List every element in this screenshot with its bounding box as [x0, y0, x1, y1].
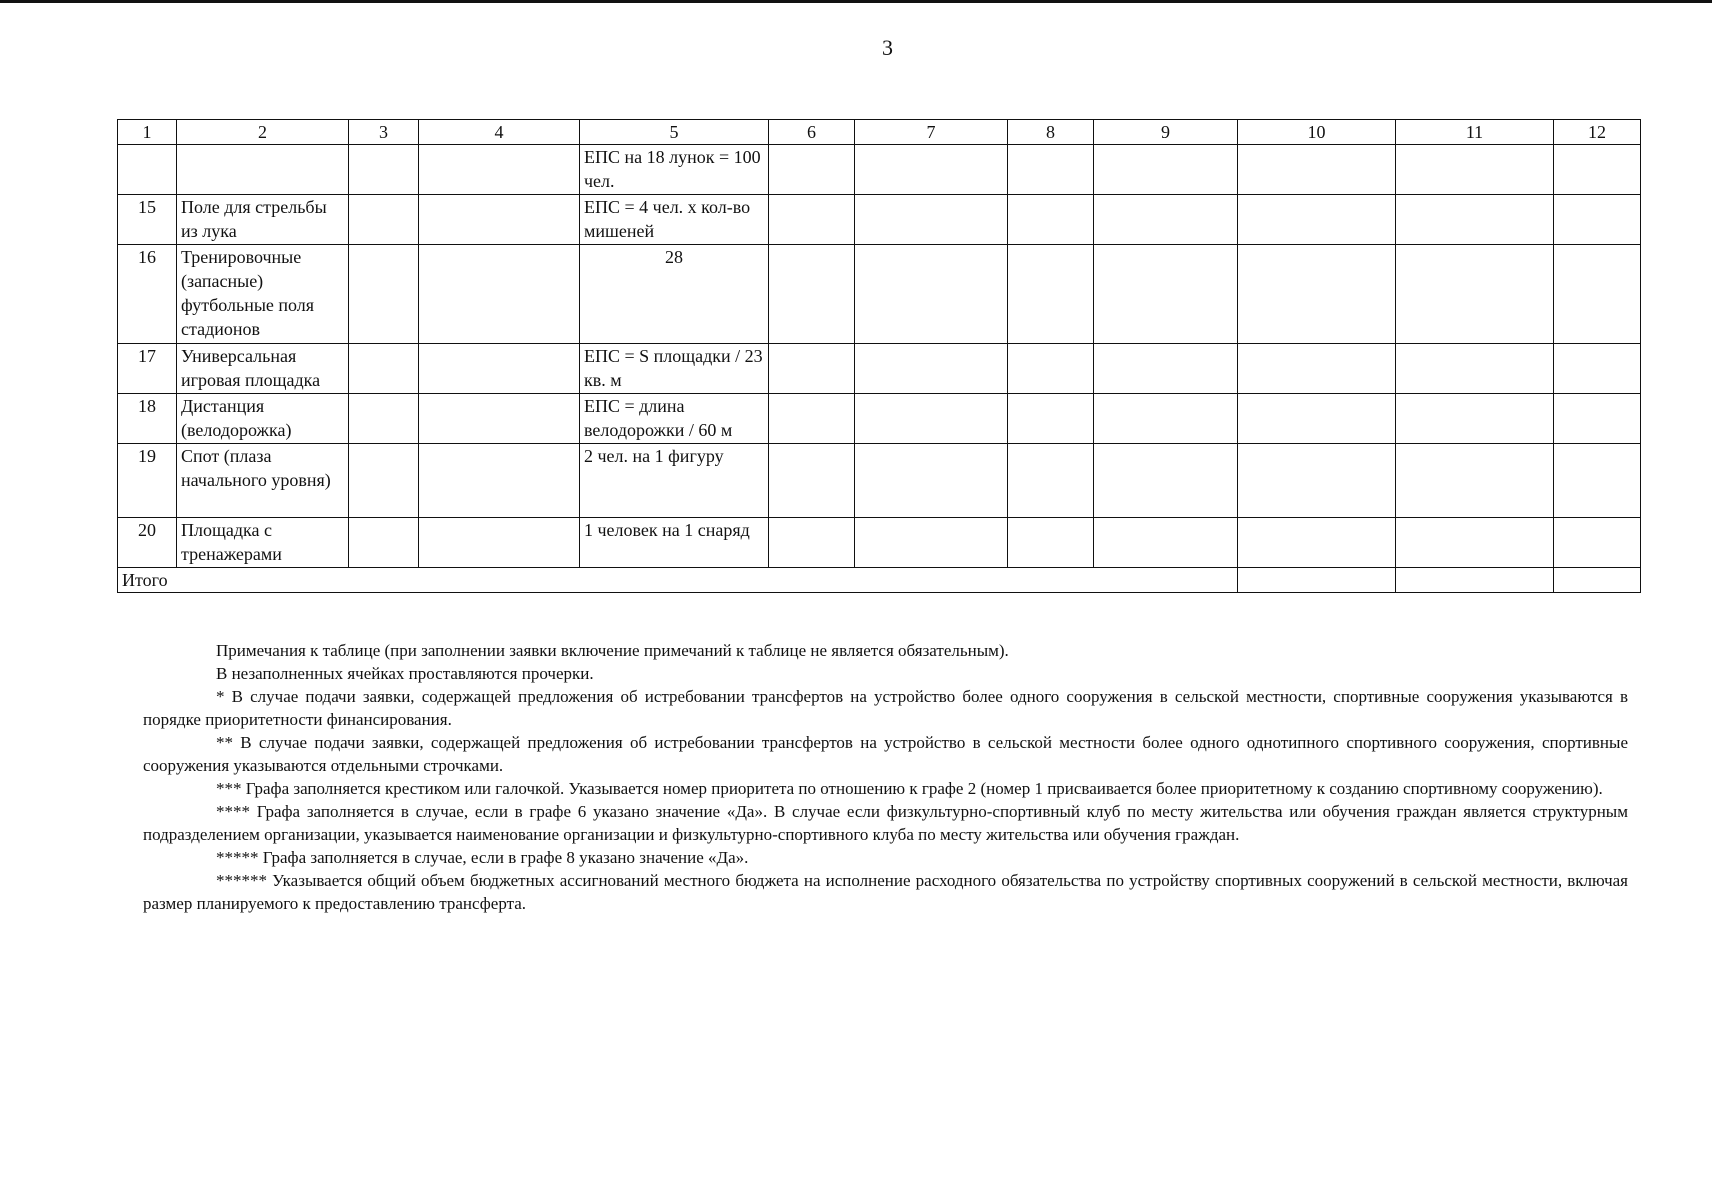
empty-cell — [419, 245, 580, 344]
empty-cell — [349, 518, 419, 568]
page-number: 3 — [882, 35, 893, 60]
row-number-cell — [118, 145, 177, 195]
empty-cell — [1396, 394, 1554, 444]
empty-cell — [1094, 444, 1238, 518]
capacity-formula-cell: ЕПС = 4 чел. х кол-во мишеней — [580, 195, 769, 245]
column-header: 2 — [177, 120, 349, 145]
empty-cell — [1396, 195, 1554, 245]
row-number-cell: 20 — [118, 518, 177, 568]
column-header: 7 — [855, 120, 1008, 145]
column-header: 10 — [1238, 120, 1396, 145]
scan-top-border — [0, 0, 1712, 3]
table-row — [118, 394, 1641, 444]
total-label-cell: Итого — [118, 568, 1238, 593]
note-paragraph: ** В случае подачи заявки, содержащей предложения об истребовании трансфертов на устройство в сельской местности более одного однотипного спортивного сооружения, спортивные сооружения указываются отдельными строчками. — [143, 733, 1628, 775]
table-row — [118, 195, 1641, 245]
empty-cell — [1008, 195, 1094, 245]
empty-cell — [769, 518, 855, 568]
facility-name-cell — [177, 145, 349, 195]
empty-cell — [855, 245, 1008, 344]
column-header: 4 — [419, 120, 580, 145]
note-paragraph: *** Графа заполняется крестиком или галочкой. Указывается номер приоритета по отношению к графе 2 (номер 1 присваивается более приоритетному к созданию спортивному сооружению). — [216, 779, 1603, 798]
row-number-cell: 15 — [118, 195, 177, 245]
table-row — [118, 518, 1641, 568]
row-number-cell: 18 — [118, 394, 177, 444]
empty-cell — [1396, 444, 1554, 518]
empty-cell — [1554, 245, 1641, 344]
empty-cell — [1094, 245, 1238, 344]
empty-cell — [1238, 195, 1396, 245]
empty-cell — [1008, 245, 1094, 344]
empty-cell — [419, 344, 580, 394]
empty-cell — [1554, 518, 1641, 568]
table-row — [118, 444, 1641, 518]
column-header: 5 — [580, 120, 769, 145]
empty-cell — [419, 394, 580, 444]
empty-cell — [769, 444, 855, 518]
empty-cell — [1094, 145, 1238, 195]
note-paragraph: **** Графа заполняется в случае, если в графе 6 указано значение «Да». В случае если физкультурно-спортивный клуб по месту жительства или обучения граждан является структурным подразделением организации, указывается наименование организации и физкультурно-спортивного клуба по месту жительства или обучения граждан. — [143, 802, 1628, 844]
empty-cell — [1238, 568, 1396, 593]
empty-cell — [769, 245, 855, 344]
column-header: 12 — [1554, 120, 1641, 145]
empty-cell — [855, 394, 1008, 444]
empty-cell — [1554, 145, 1641, 195]
empty-cell — [1238, 518, 1396, 568]
empty-cell — [349, 344, 419, 394]
empty-cell — [1238, 444, 1396, 518]
empty-cell — [1238, 344, 1396, 394]
empty-cell — [1238, 245, 1396, 344]
empty-cell — [419, 195, 580, 245]
facility-name-cell: Тренировочные (запасные) футбольные поля стадионов — [177, 245, 349, 344]
empty-cell — [1396, 145, 1554, 195]
empty-cell — [349, 195, 419, 245]
row-number-cell: 17 — [118, 344, 177, 394]
row-number-cell: 19 — [118, 444, 177, 518]
empty-cell — [1554, 195, 1641, 245]
empty-cell — [1238, 145, 1396, 195]
table-header-row — [118, 120, 1641, 145]
empty-cell — [1396, 245, 1554, 344]
sports-facilities-table — [117, 119, 1641, 593]
empty-cell — [1554, 568, 1641, 593]
note-paragraph: ***** Графа заполняется в случае, если в графе 8 указано значение «Да». — [216, 848, 749, 867]
empty-cell — [1396, 344, 1554, 394]
column-header: 3 — [349, 120, 419, 145]
empty-cell — [1238, 394, 1396, 444]
capacity-formula-cell: 1 человек на 1 снаряд — [580, 518, 769, 568]
empty-cell — [349, 394, 419, 444]
empty-cell — [419, 145, 580, 195]
capacity-formula-cell: 28 — [580, 245, 769, 344]
empty-cell — [1554, 394, 1641, 444]
table-row — [118, 245, 1641, 344]
empty-cell — [419, 444, 580, 518]
empty-cell — [769, 195, 855, 245]
empty-cell — [1094, 394, 1238, 444]
empty-cell — [1396, 568, 1554, 593]
column-header: 9 — [1094, 120, 1238, 145]
empty-cell — [1094, 195, 1238, 245]
empty-cell — [855, 344, 1008, 394]
empty-cell — [769, 394, 855, 444]
empty-cell — [855, 444, 1008, 518]
row-number-cell: 16 — [118, 245, 177, 344]
empty-cell — [1008, 518, 1094, 568]
note-paragraph: В незаполненных ячейках проставляются прочерки. — [216, 664, 594, 683]
empty-cell — [349, 245, 419, 344]
empty-cell — [1094, 518, 1238, 568]
column-header: 1 — [118, 120, 177, 145]
empty-cell — [855, 518, 1008, 568]
empty-cell — [419, 518, 580, 568]
column-header: 6 — [769, 120, 855, 145]
empty-cell — [1554, 444, 1641, 518]
empty-cell — [1008, 394, 1094, 444]
table-row — [118, 344, 1641, 394]
note-paragraph: Примечания к таблице (при заполнении заявки включение примечаний к таблице не является обязательным). — [216, 641, 1009, 660]
empty-cell — [349, 145, 419, 195]
capacity-formula-cell: ЕПС на 18 лунок = 100 чел. — [580, 145, 769, 195]
capacity-formula-cell: ЕПС = S площадки / 23 кв. м — [580, 344, 769, 394]
empty-cell — [1008, 344, 1094, 394]
note-paragraph: ****** Указывается общий объем бюджетных ассигнований местного бюджета на исполнение расходного обязательства по устройству спортивных сооружений в сельской местности, включая размер планируемого к предоставлению трансферта. — [143, 871, 1628, 913]
facility-name-cell: Спот (плаза начального уровня) — [177, 444, 349, 518]
empty-cell — [1094, 344, 1238, 394]
empty-cell — [1008, 145, 1094, 195]
facility-name-cell: Универсальная игровая площадка — [177, 344, 349, 394]
empty-cell — [1396, 518, 1554, 568]
note-paragraph: * В случае подачи заявки, содержащей предложения об истребовании трансфертов на устройство более одного сооружения в сельской местности, спортивные сооружения указываются в порядке приоритетности финансирования. — [143, 687, 1628, 729]
empty-cell — [769, 145, 855, 195]
empty-cell — [769, 344, 855, 394]
empty-cell — [1554, 344, 1641, 394]
total-row — [118, 568, 1641, 593]
table-notes — [143, 639, 1628, 915]
capacity-formula-cell: 2 чел. на 1 фигуру — [580, 444, 769, 518]
facility-name-cell: Площадка с тренажерами — [177, 518, 349, 568]
capacity-formula-cell: ЕПС = длина велодорожки / 60 м — [580, 394, 769, 444]
table-row — [118, 145, 1641, 195]
empty-cell — [349, 444, 419, 518]
column-header: 8 — [1008, 120, 1094, 145]
empty-cell — [855, 195, 1008, 245]
facility-name-cell: Дистанция (велодорожка) — [177, 394, 349, 444]
column-header: 11 — [1396, 120, 1554, 145]
facility-name-cell: Поле для стрельбы из лука — [177, 195, 349, 245]
empty-cell — [855, 145, 1008, 195]
empty-cell — [1008, 444, 1094, 518]
